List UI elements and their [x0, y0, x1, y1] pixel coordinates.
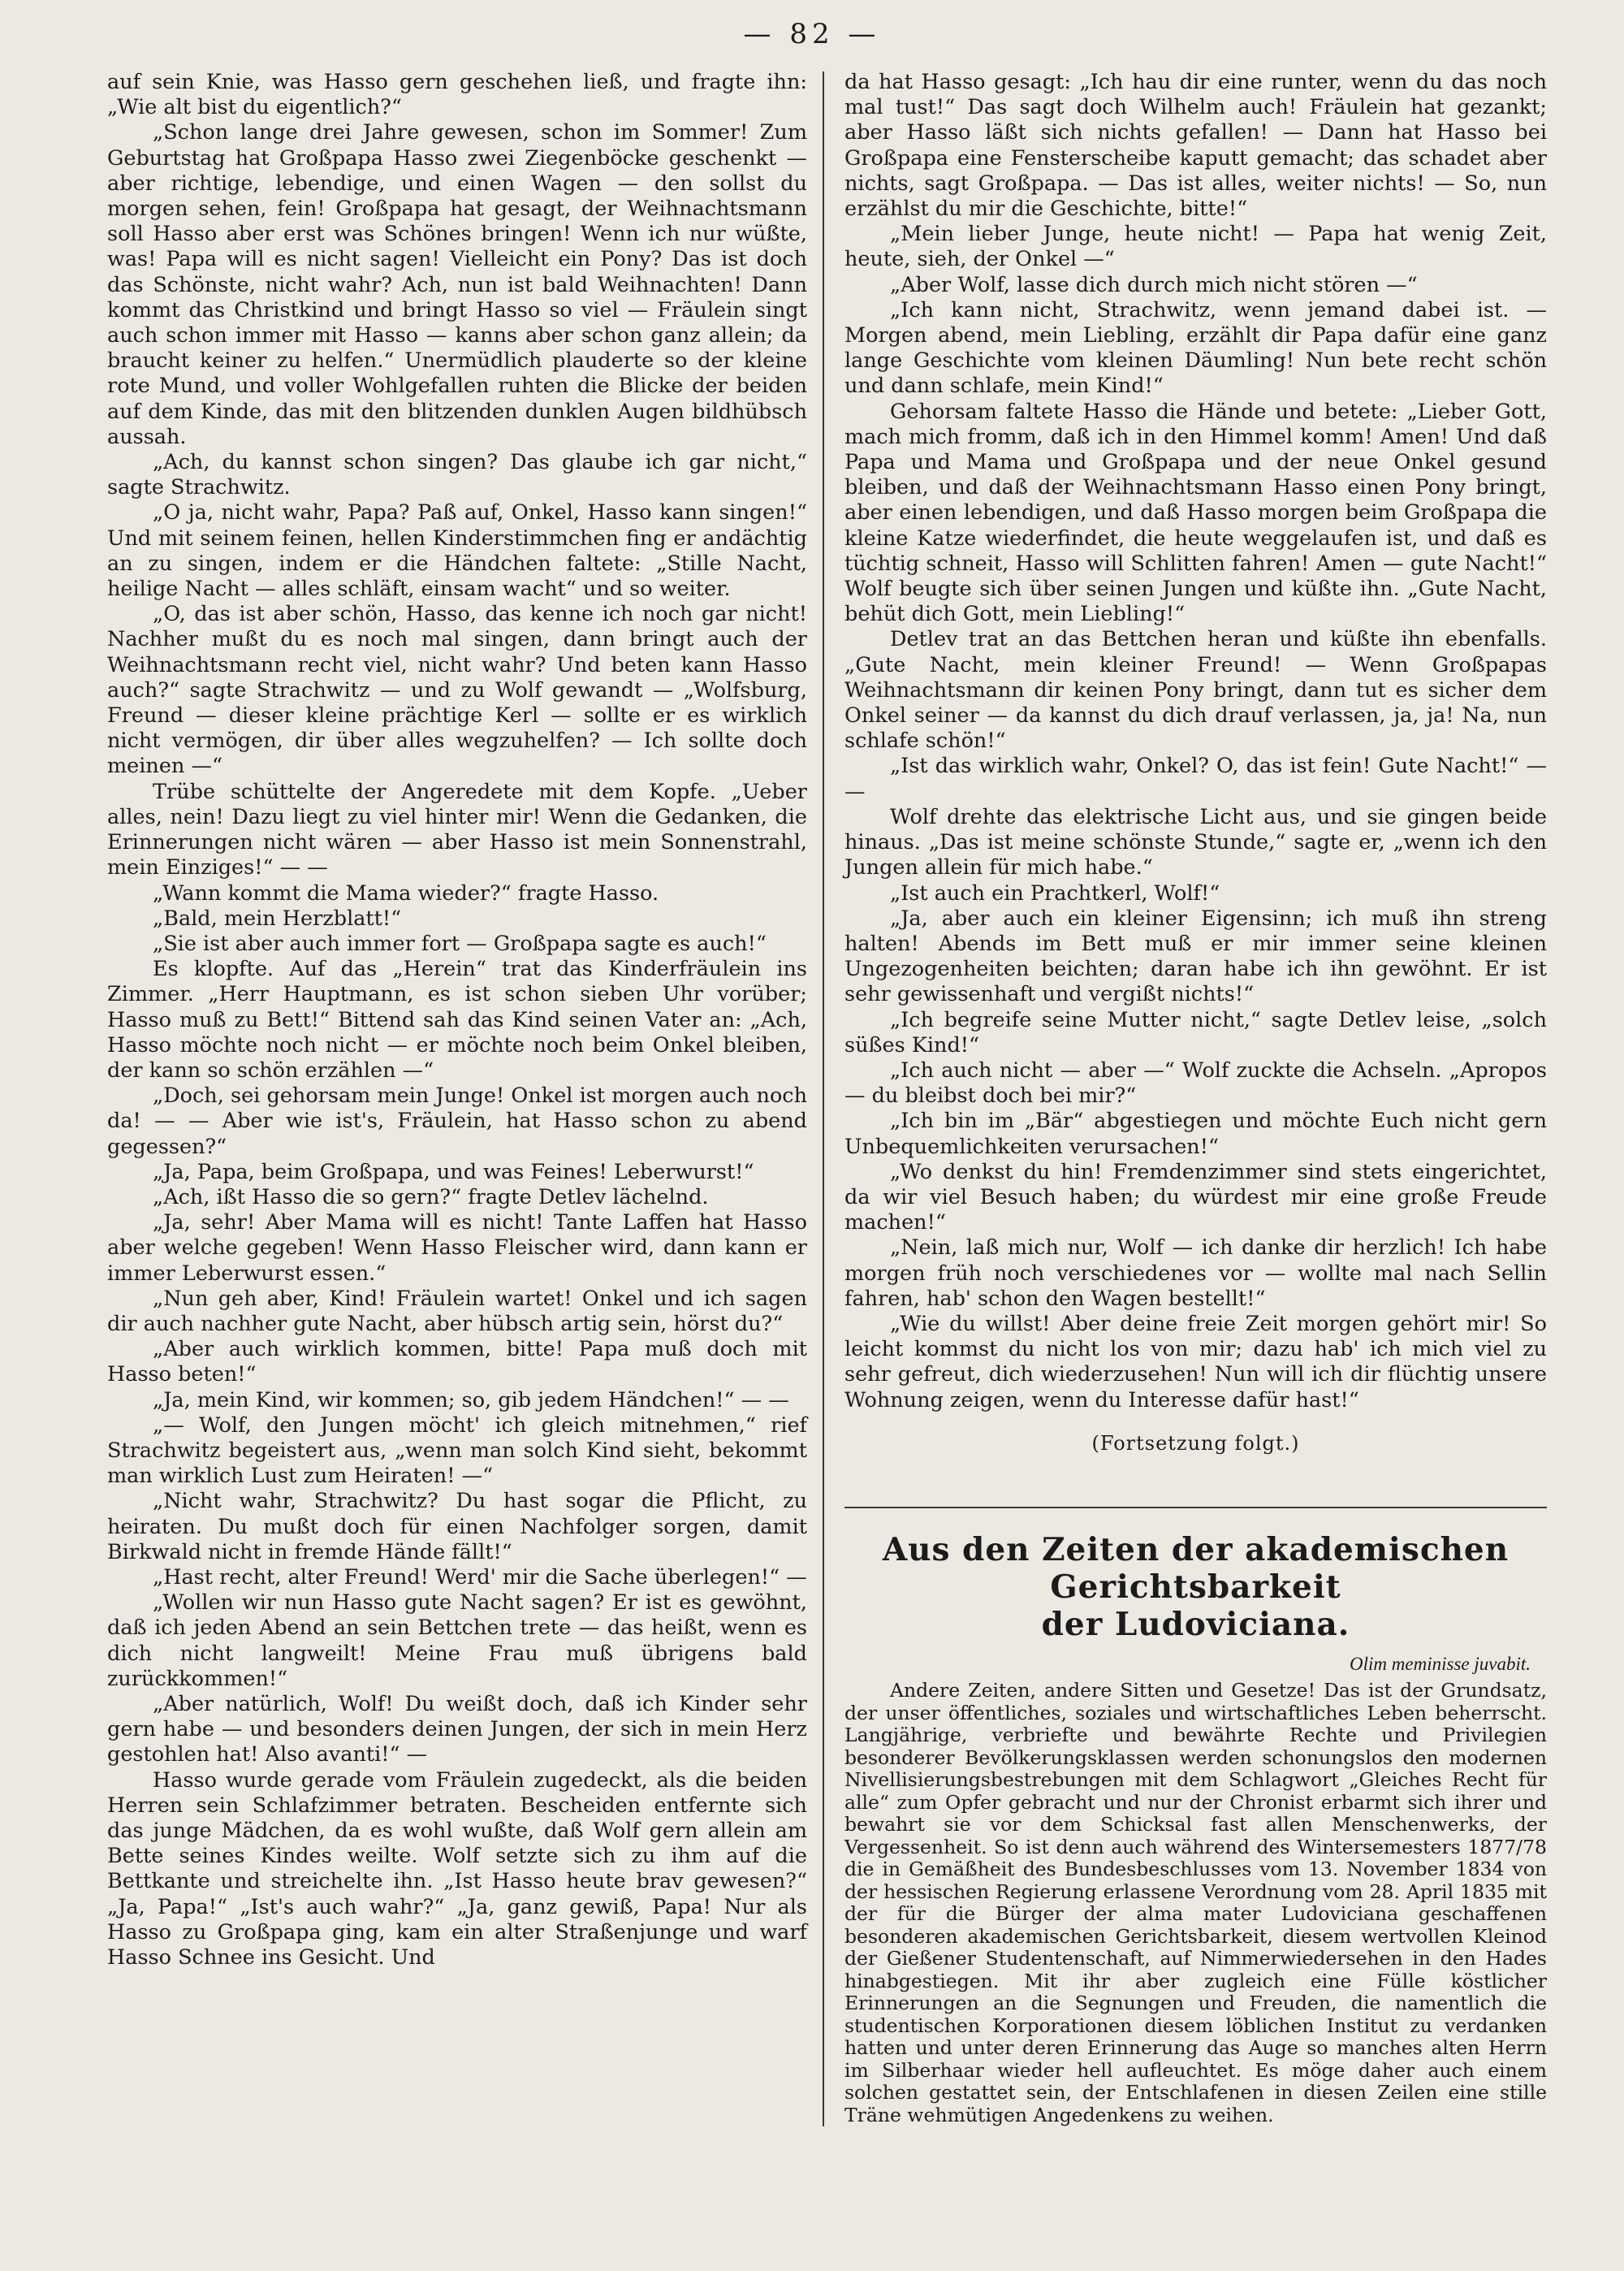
- paragraph: „Ach, ißt Hasso die so gern?“ fragte Detlev lächelnd.: [153, 1184, 709, 1209]
- paragraph: „Wie du willst! Aber deine freie Zeit morgen gehört mir! So leicht kommst du nicht los von mir; dazu hab' ich mich viel zu sehr gefreut, dich wiederzusehen! Nun will ich dir flüchtig unsere Wohnung zeigen, wenn du Interesse dafür hast!“: [844, 1311, 1547, 1412]
- paragraph: „Aber Wolf, lasse dich durch mich nicht stören —“: [890, 272, 1418, 297]
- paragraph: „Ja, aber auch ein kleiner Eigensinn; ich muß ihn streng halten! Abends im Bett muß er mir immer seine kleinen Ungezogenheiten beichten; daran habe ich ihn gewöhnt. Er ist sehr gewissenhaft und vergißt nichts!“: [844, 906, 1547, 1007]
- paragraph: „Sie ist aber auch immer fort — Großpapa sagte es auch!“: [153, 931, 767, 956]
- paragraph: „Ist auch ein Prachtkerl, Wolf!“: [890, 880, 1220, 906]
- paragraph: „Aber auch wirklich kommen, bitte! Papa muß doch mit Hasso beten!“: [107, 1337, 807, 1387]
- article-motto: Olim meminisse juvabit.: [1350, 1653, 1531, 1674]
- paragraph: „Nein, laß mich nur, Wolf — ich danke dir herzlich! Ich habe morgen früh noch verschiedenes vor — wollte mal nach Sellin fahren, hab' schon den Wagen bestellt!“: [844, 1235, 1547, 1311]
- paragraph: „Wo denkst du hin! Fremdenzimmer sind stets eingerichtet, da wir viel Besuch haben; du würdest mir eine große Freude machen!“: [844, 1159, 1547, 1235]
- paragraph: „Nicht wahr, Strachwitz? Du hast sogar die Pflicht, zu heiraten. Du mußt doch für einen Nachfolger sorgen, damit Birkwald nicht in fremde Hände fällt!“: [107, 1489, 807, 1564]
- paragraph: „Ich auch nicht — aber —“ Wolf zuckte die Achseln. „Apropos — du bleibst doch bei mir?“: [844, 1058, 1547, 1109]
- paragraph: „Ich kann nicht, Strachwitz, wenn jemand dabei ist. — Morgen abend, mein Liebling, erzählt dir Papa dafür eine ganz lange Geschichte vom kleinen Däumling! Nun bete recht schön und dann schlafe, mein Kind!“: [844, 297, 1547, 399]
- paragraph: „Schon lange drei Jahre gewesen, schon im Sommer! Zum Geburtstag hat Großpapa Hasso zwei Ziegenböcke geschenkt — aber richtige, lebendige, und einen Wagen — den sollst du morgen sehen, fein! Großpapa hat gesagt, der Weihnachtsmann soll Hasso aber erst was Schönes bringen! Wenn ich nur wüßte, was! Papa will es nicht sagen! Vielleicht ein Pony? Das ist doch das Schönste, nicht wahr? Ach, nun ist bald Weihnachten! Dann kommt das Christkind und bringt Hasso so viel — Fräulein singt auch schon immer mit Hasso — kanns aber schon ganz allein; da braucht keiner zu helfen.“ Unermüdlich plauderte so der kleine rote Mund, und voller Wohlgefallen ruhten die Blicke der beiden auf dem Kinde, das mit den blitzenden dunklen Augen bildhübsch aussah.: [107, 120, 807, 449]
- paragraph: „Ist das wirklich wahr, Onkel? O, das ist fein! Gute Nacht!“ — —: [844, 754, 1547, 804]
- paragraph: Es klopfte. Auf das „Herein“ trat das Kinderfräulein ins Zimmer. „Herr Hauptmann, es ist schon sieben Uhr vorüber; Hasso muß zu Bett!“ Bittend sah das Kind seinen Vater an: „Ach, Hasso möchte noch nicht — er möchte noch beim Onkel bleiben, der kann so schön erzählen —“: [107, 957, 807, 1083]
- article-title-line: der Ludoviciana.: [1041, 1605, 1350, 1643]
- paragraph: „Wann kommt die Mama wieder?“ fragte Hasso.: [153, 880, 659, 906]
- paragraph: „Hast recht, alter Freund! Werd' mir die Sache überlegen!“ —: [153, 1564, 807, 1590]
- paragraph: „Mein lieber Junge, heute nicht! — Papa hat wenig Zeit, heute, sieh, der Onkel —“: [844, 222, 1547, 272]
- paragraph: „Ich bin im „Bär“ abgestiegen und möchte Euch nicht gern Unbequemlichkeiten verursachen!“: [844, 1109, 1547, 1159]
- article-body: [844, 1680, 1547, 2126]
- paragraph: Wolf drehte das elektrische Licht aus, und sie gingen beide hinaus. „Das ist meine schönste Stunde,“ sagte er, „wenn ich den Jungen allein für mich habe.“: [844, 804, 1547, 880]
- paragraph: da hat Hasso gesagt: „Ich hau dir eine runter, wenn du das noch mal tust!“ Das sagt doch Wilhelm auch! Fräulein hat gezankt; aber Hasso läßt sich nichts gefallen! — Dann hat Hasso bei Großpapa eine Fensterscheibe kaputt gemacht; das schadet aber nichts, sagt Großpapa. — Das ist alles, weiter nichts! — So, nun erzählst du mir die Geschichte, bitte!“: [844, 70, 1547, 222]
- paragraph: „Bald, mein Herzblatt!“: [153, 906, 402, 931]
- right-column: [844, 70, 1547, 2126]
- column-divider: [823, 71, 824, 2126]
- paragraph: „O ja, nicht wahr, Papa? Paß auf, Onkel, Hasso kann singen!“ Und mit seinem feinen, hellen Kinderstimmchen fing er andächtig an zu singen, indem er die Händchen faltete: „Stille Nacht, heilige Nacht — alles schläft, einsam wacht“ und so weiter.: [107, 500, 807, 602]
- paragraph: Gehorsam faltete Hasso die Hände und betete: „Lieber Gott, mach mich fromm, daß ich in den Himmel komm! Amen! Und daß Papa und Mama und Großpapa und der neue Onkel gesund bleiben, und daß der Weihnachtsmann Hasso einen Pony bringt, aber einen lebendigen, und daß Hasso morgen beim Großpapa die kleine Katze wiederfindet, die heute weggelaufen ist, und daß es tüchtig schneit, Hasso will Schlitten fahren! Amen — gute Nacht!“ Wolf beugte sich über seinen Jungen und küßte ihn. „Gute Nacht, behüt dich Gott, mein Liebling!“: [844, 399, 1547, 627]
- left-column: [107, 70, 807, 1970]
- paragraph: „Ja, Papa, beim Großpapa, und was Feines! Leberwurst!“: [153, 1159, 754, 1184]
- paragraph: „— Wolf, den Jungen möcht' ich gleich mitnehmen,“ rief Strachwitz begeistert aus, „wenn man solch Kind sieht, bekommt man wirklich Lust zum Heiraten! —“: [107, 1412, 807, 1489]
- paragraph: Trübe schüttelte der Angeredete mit dem Kopfe. „Ueber alles, nein! Dazu liegt zu viel hinter mir! Wenn die Gedanken, die Erinnerungen nicht wären — aber Hasso ist mein Sonnenstrahl, mein Einziges!“ — —: [107, 779, 807, 880]
- paragraph: „Nun geh aber, Kind! Fräulein wartet! Onkel und ich sagen dir auch nachher gute Nacht, aber hübsch artig sein, hörst du?“: [107, 1286, 807, 1336]
- paragraph: Detlev trat an das Bettchen heran und küßte ihn ebenfalls. „Gute Nacht, mein kleiner Freund! — Wenn Großpapas Weihnachtsmann dir keinen Pony bringt, dann tut es sicher dem Onkel seiner — da kannst du dich drauf verlassen, ja, ja! Na, nun schlafe schön!“: [844, 627, 1547, 754]
- article-title-line: Aus den Zeiten der akademischen Gerichtsbarkeit: [882, 1530, 1510, 1606]
- paragraph: Andere Zeiten, andere Sitten und Gesetze! Das ist der Grundsatz, der unser öffentliches, soziales und wirtschaftliches Leben beherrscht. Langjährige, verbriefte und bewährte Rechte und Privilegien besonderer Bevölkerungsklassen werden schonungslos den modernen Nivellisierungsbestrebungen mit dem Schlagwort „Gleiches Recht für alle“ zum Opfer gebracht und nur der Chronist erbarmt sich ihrer und bewahrt sie vor dem Schicksal fast allen Menschenwerks, der Vergessenheit. So ist denn auch während des Wintersemesters 1877/78 die in Gemäßheit des Bundesbeschlusses vom 13. November 1834 von der hessischen Regierung erlassene Verordnung vom 28. April 1835 mit der für die Bürger der alma mater Ludoviciana geschaffenen besonderen akademischen Gerichtsbarkeit, diesem wertvollen Kleinod der Gießener Studentenschaft, auf Nimmerwiedersehen in den Hades hinabgestiegen. Mit ihr aber zugleich eine Fülle köstlicher Erinnerungen an die Segnungen und Freuden, die namentlich die studentischen Korporationen diesem löblichen Institut zu verdanken hatten und unter deren Erinnerung das Auge so manches alten Herrn im Silberhaar wieder hell aufleuchtet. Es möge daher auch einem solchen gestattet sein, der Entschlafenen in diesen Zeilen eine stille Träne wehmütigen Angedenkens zu weihen.: [844, 1679, 1547, 2126]
- paragraph: „Ach, du kannst schon singen? Das glaube ich gar nicht,“ sagte Strachwitz.: [107, 450, 807, 500]
- section-divider: [844, 1507, 1547, 1508]
- paragraph: „Aber natürlich, Wolf! Du weißt doch, daß ich Kinder sehr gern habe — und besonders deinen Jungen, der sich in mein Herz gestohlen hat! Also avanti!“ —: [107, 1692, 807, 1767]
- paragraph: auf sein Knie, was Hasso gern geschehen ließ, und fragte ihn: „Wie alt bist du eigentlich?“: [107, 70, 807, 120]
- paragraph: Hasso wurde gerade vom Fräulein zugedeckt, als die beiden Herren sein Schlafzimmer betraten. Bescheiden entfernte sich das junge Mädchen, da es wohl wußte, daß Wolf gern allein am Bette seines Kindes weilte. Wolf setzte sich zu ihm auf die Bettkante und streichelte ihn. „Ist Hasso heute brav gewesen?“ „Ja, Papa!“ „Ist's auch wahr?“ „Ja, ganz gewiß, Papa! Nur als Hasso zu Großpapa ging, kam ein alter Straßenjunge und warf Hasso Schnee ins Gesicht. Und: [107, 1767, 807, 1970]
- paragraph: „Wollen wir nun Hasso gute Nacht sagen? Er ist es gewöhnt, daß ich jeden Abend an sein Bettchen trete — das heißt, wenn es dich nicht langweilt! Meine Frau muß übrigens bald zurückkommen!“: [107, 1590, 807, 1691]
- paragraph: „Ja, mein Kind, wir kommen; so, gib jedem Händchen!“ — —: [153, 1387, 789, 1412]
- article-title: [844, 1531, 1547, 1643]
- page-number: — 82 —: [743, 18, 881, 50]
- paragraph: „O, das ist aber schön, Hasso, das kenne ich noch gar nicht! Nachher mußt du es noch mal singen, dann bringt auch der Weihnachtsmann recht viel, nicht wahr? Und beten kann Hasso auch?“ sagte Strachwitz — und zu Wolf gewandt — „Wolfsburg, Freund — dieser kleine prächtige Kerl — sollte er es wirklich nicht vermögen, dir über alles wegzuhelfen? — Ich sollte doch meinen —“: [107, 602, 807, 779]
- paragraph: „Doch, sei gehorsam mein Junge! Onkel ist morgen auch noch da! — — Aber wie ist's, Fräulein, hat Hasso schon zu abend gegessen?“: [107, 1084, 807, 1159]
- paragraph: „Ja, sehr! Aber Mama will es nicht! Tante Laffen hat Hasso aber welche gegeben! Wenn Hasso Fleischer wird, dann kann er immer Leberwurst essen.“: [107, 1210, 807, 1286]
- continuation-note: (Fortsetzung folgt.): [1091, 1431, 1300, 1455]
- article: [844, 1531, 1547, 2126]
- paragraph: „Ich begreife seine Mutter nicht,“ sagte Detlev leise, „solch süßes Kind!“: [844, 1007, 1547, 1058]
